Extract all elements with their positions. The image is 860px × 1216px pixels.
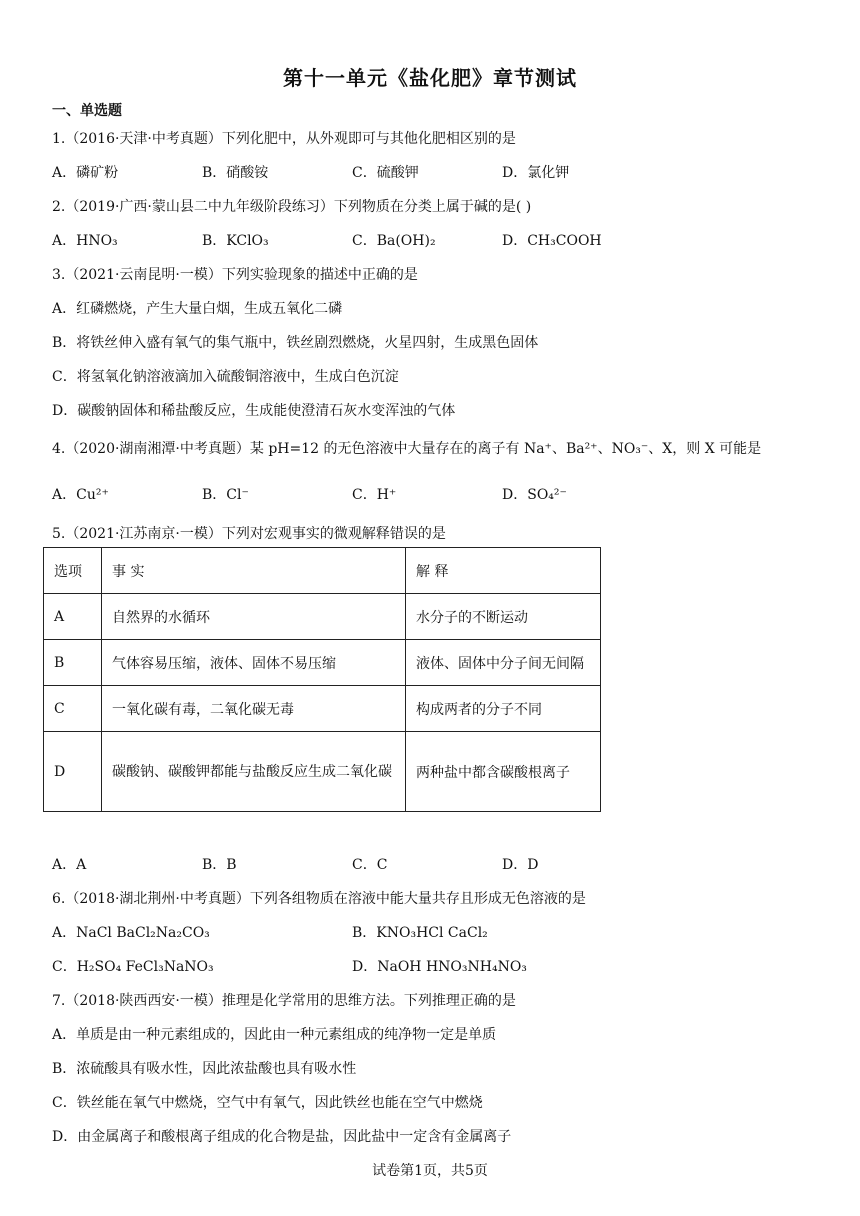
option-d: D．碳酸钠固体和稀盐酸反应，生成能使澄清石灰水变浑浊的气体	[52, 403, 456, 419]
option-a: A．单质是由一种元素组成的，因此由一种元素组成的纯净物一定是单质	[52, 1027, 497, 1043]
table-cell: 水分子的不断运动	[406, 594, 601, 640]
table-cell: 两种盐中都含碳酸根离子	[406, 732, 601, 812]
option-c: C．H⁺	[352, 487, 397, 503]
page-title: 第十一单元《盐化肥》章节测试	[283, 66, 577, 90]
option-b: B．B	[202, 857, 237, 873]
facts-table	[43, 547, 601, 812]
option-b: B．浓硫酸具有吸水性，因此浓盐酸也具有吸水性	[52, 1061, 357, 1077]
table-row	[44, 640, 601, 686]
table-cell: 自然界的水循环	[102, 594, 406, 640]
option-b: B．将铁丝伸入盛有氧气的集气瓶中，铁丝剧烈燃烧，火星四射，生成黑色固体	[52, 335, 539, 351]
option-d: D．由金属离子和酸根离子组成的化合物是盐，因此盐中一定含有金属离子	[52, 1129, 512, 1145]
option-a: A．A	[52, 857, 87, 873]
question-3-stem: 3.（2021·云南昆明·一模）下列实验现象的描述中正确的是	[52, 267, 418, 283]
table-row	[44, 732, 601, 812]
option-b: B．硝酸铵	[202, 165, 269, 181]
table-cell: 气体容易压缩，液体、固体不易压缩	[102, 640, 406, 686]
question-1-options	[52, 162, 652, 182]
question-5-stem: 5.（2021·江苏南京·一模）下列对宏观事实的微观解释错误的是	[52, 526, 446, 542]
table-row	[44, 686, 601, 732]
question-2-options	[52, 230, 652, 250]
option-c: C．C	[352, 857, 388, 873]
option-c: C．铁丝能在氧气中燃烧，空气中有氧气，因此铁丝也能在空气中燃烧	[52, 1095, 483, 1111]
option-d: D．D	[502, 857, 539, 873]
question-6-stem: 6.（2018·湖北荆州·中考真题）下列各组物质在溶液中能大量共存且形成无色溶液的是	[52, 891, 586, 907]
option-a: A．Cu²⁺	[52, 487, 109, 503]
option-c: C．硫酸钾	[352, 165, 419, 181]
question-2-stem: 2.（2019·广西·蒙山县二中九年级阶段练习）下列物质在分类上属于碱的是( )	[52, 199, 532, 215]
option-b: B．KClO₃	[202, 233, 269, 249]
option-c: C．H₂SO₄ FeCl₃NaNO₃	[52, 959, 214, 975]
table-cell: 构成两者的分子不同	[406, 686, 601, 732]
page-footer: 试卷第1页，共5页	[372, 1163, 488, 1179]
header-cell: 事 实	[102, 548, 406, 594]
section-heading: 一、单选题	[52, 103, 122, 119]
table-cell: C	[44, 686, 102, 732]
option-b: B．Cl⁻	[202, 487, 249, 503]
table-cell: 一氧化碳有毒，二氧化碳无毒	[102, 686, 406, 732]
table-cell: D	[44, 732, 102, 812]
option-c: C．将氢氧化钠溶液滴加入硫酸铜溶液中，生成白色沉淀	[52, 369, 399, 385]
question-1-stem: 1.（2016·天津·中考真题）下列化肥中，从外观即可与其他化肥相区别的是	[52, 131, 516, 147]
option-c: C．Ba(OH)₂	[352, 233, 436, 249]
option-b: B．KNO₃HCl CaCl₂	[352, 925, 488, 941]
option-d: D．氯化钾	[502, 165, 570, 181]
question-6-options-row-1	[52, 922, 652, 942]
question-6-options-row-2	[52, 956, 652, 976]
table-row	[44, 594, 601, 640]
header-cell: 解 释	[406, 548, 601, 594]
option-a: A．红磷燃烧，产生大量白烟，生成五氧化二磷	[52, 301, 343, 317]
question-7-stem: 7.（2018·陕西西安·一模）推理是化学常用的思维方法。下列推理正确的是	[52, 993, 516, 1009]
question-4-stem: 4.（2020·湖南湘潭·中考真题）某 pH=12 的无色溶液中大量存在的离子有 Na⁺、Ba²⁺、NO₃⁻、X，则 X 可能是	[52, 441, 762, 457]
option-d: D．NaOH HNO₃NH₄NO₃	[352, 959, 527, 975]
question-5-options	[52, 854, 652, 874]
option-d: D．SO₄²⁻	[502, 487, 567, 503]
option-d: D．CH₃COOH	[502, 233, 602, 249]
option-a: A．NaCl BaCl₂Na₂CO₃	[52, 925, 210, 941]
header-cell: 选项	[44, 548, 102, 594]
option-a: A．HNO₃	[52, 233, 118, 249]
question-4-options	[52, 484, 652, 504]
table-cell: A	[44, 594, 102, 640]
table-header-row	[44, 548, 601, 594]
table-cell: 碳酸钠、碳酸钾都能与盐酸反应生成二氧化碳	[102, 732, 406, 812]
table-cell: B	[44, 640, 102, 686]
table-cell: 液体、固体中分子间无间隔	[406, 640, 601, 686]
option-a: A．磷矿粉	[52, 165, 119, 181]
